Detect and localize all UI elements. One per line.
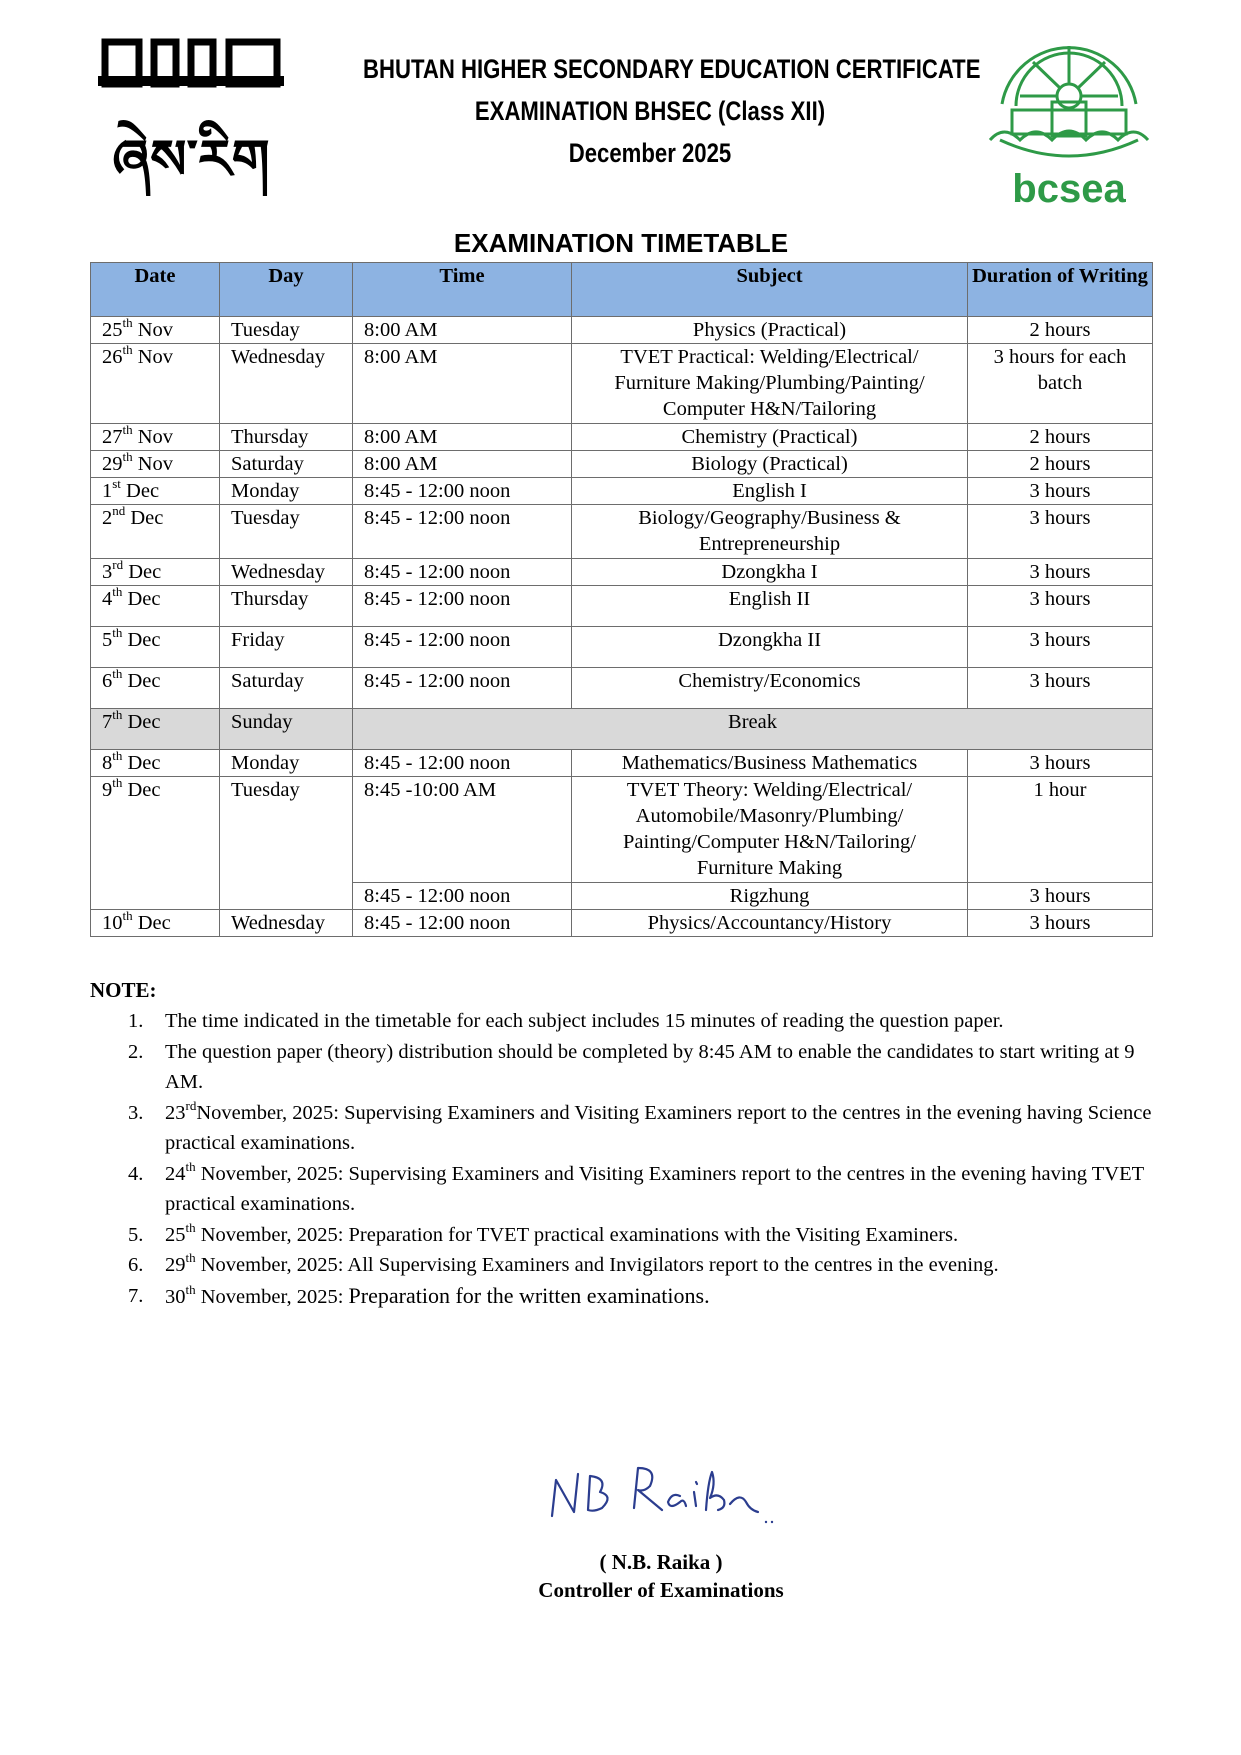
date-cell: 27th Nov <box>91 424 220 451</box>
list-item: 2. The question paper (theory) distribution should be completed by 8:45 AM to enable the candidates to start writing at 9 AM. <box>128 1040 1135 1093</box>
date-cell: 1st Dec <box>91 478 220 505</box>
time-cell: 8:45 - 12:00 noon <box>353 559 572 586</box>
date-cell: 10th Dec <box>91 910 220 937</box>
zhesrig-logo <box>98 36 284 196</box>
table-row <box>91 668 1153 709</box>
subject-cell: Dzongkha I <box>572 559 968 586</box>
time-cell: 8:00 AM <box>353 344 572 424</box>
time-cell: 8:45 - 12:00 noon <box>353 750 572 777</box>
day-cell: Saturday <box>220 451 353 478</box>
time-cell: 8:00 AM <box>353 451 572 478</box>
date-cell: 8th Dec <box>91 750 220 777</box>
list-item: 6. 29th November, 2025: All Supervising Examiners and Invigilators report to the centres in the evening. <box>128 1250 999 1276</box>
time-cell: 8:00 AM <box>353 317 572 344</box>
table-row <box>91 910 1153 937</box>
day-cell: Monday <box>220 478 353 505</box>
timetable-header-row <box>91 263 1153 317</box>
day-cell: Tuesday <box>220 505 353 559</box>
date-cell: 9th Dec <box>91 777 220 910</box>
table-row <box>91 777 1153 883</box>
duration-cell: 3 hours for each batch <box>968 344 1153 424</box>
handwritten-signature <box>540 1452 790 1532</box>
subject-cell: English II <box>572 586 968 627</box>
exam-header-title <box>363 48 981 174</box>
table-row <box>91 627 1153 668</box>
day-cell: Tuesday <box>220 317 353 344</box>
duration-cell: 3 hours <box>968 883 1153 910</box>
day-cell: Wednesday <box>220 344 353 424</box>
bcsea-logo <box>984 26 1154 206</box>
col-header-day: Day <box>220 263 353 317</box>
duration-cell: 2 hours <box>968 451 1153 478</box>
time-cell: 8:45 - 12:00 noon <box>353 586 572 627</box>
time-cell: 8:45 - 12:00 noon <box>353 627 572 668</box>
subject-cell: Chemistry/Economics <box>572 668 968 709</box>
list-item: 7. 30th November, 2025: Preparation for the written examinations. <box>128 1281 710 1308</box>
date-cell: 3rd Dec <box>91 559 220 586</box>
day-cell: Monday <box>220 750 353 777</box>
table-row <box>91 344 1153 424</box>
table-row <box>91 750 1153 777</box>
logo-left-script: ཞེས་རིག <box>112 128 270 191</box>
duration-cell: 3 hours <box>968 910 1153 937</box>
table-row <box>91 451 1153 478</box>
time-cell: 8:00 AM <box>353 424 572 451</box>
time-cell: 8:45 - 12:00 noon <box>353 910 572 937</box>
date-cell: 2nd Dec <box>91 505 220 559</box>
list-item: 1. The time indicated in the timetable for each subject includes 15 minutes of reading the question paper. <box>128 1010 1004 1032</box>
table-row <box>91 478 1153 505</box>
day-cell: Thursday <box>220 586 353 627</box>
subject-cell: Dzongkha II <box>572 627 968 668</box>
list-item: 5. 25th November, 2025: Preparation for TVET practical examinations with the Visiting Examiners. <box>128 1219 959 1246</box>
note-heading: NOTE: <box>90 978 157 1002</box>
subject-cell: Chemistry (Practical) <box>572 424 968 451</box>
table-row <box>91 586 1153 627</box>
duration-cell: 3 hours <box>968 478 1153 505</box>
col-header-time: Time <box>353 263 572 317</box>
duration-cell: 3 hours <box>968 505 1153 559</box>
subject-cell: TVET Theory: Welding/Electrical/ Automobile/Masonry/Plumbing/ Painting/Computer H&N/Tailoring/ Furniture Making <box>572 777 968 883</box>
header-title-line-2: EXAMINATION BHSEC (Class XII) <box>474 96 826 126</box>
header-title-line-3: December 2025 <box>568 138 732 168</box>
subject-cell: Rigzhung <box>572 883 968 910</box>
duration-cell: 3 hours <box>968 750 1153 777</box>
duration-cell: 2 hours <box>968 424 1153 451</box>
date-cell: 4th Dec <box>91 586 220 627</box>
col-header-subject: Subject <box>572 263 968 317</box>
date-cell: 7th Dec <box>91 709 220 750</box>
day-cell: Wednesday <box>220 910 353 937</box>
subject-cell: Biology (Practical) <box>572 451 968 478</box>
table-row <box>91 317 1153 344</box>
date-cell: 5th Dec <box>91 627 220 668</box>
header-title-line-1: BHUTAN HIGHER SECONDARY EDUCATION CERTIFICATE <box>363 54 981 84</box>
duration-cell: 3 hours <box>968 586 1153 627</box>
break-row <box>91 709 1153 750</box>
signatory-name: ( N.B. Raika ) <box>599 1550 723 1574</box>
list-item: 4. 24th November, 2025: Supervising Examiners and Visiting Examiners report to the centres in the evening having TVET practical examinations. <box>128 1158 1144 1215</box>
table-row <box>91 505 1153 559</box>
timetable-title: EXAMINATION TIMETABLE <box>453 228 789 258</box>
day-cell: Wednesday <box>220 559 353 586</box>
duration-cell: 2 hours <box>968 317 1153 344</box>
date-cell: 26th Nov <box>91 344 220 424</box>
time-cell: 8:45 -10:00 AM <box>353 777 572 883</box>
duration-cell: 3 hours <box>968 559 1153 586</box>
subject-cell: Physics/Accountancy/History <box>572 910 968 937</box>
list-item: 3. 23rdNovember, 2025: Supervising Examiners and Visiting Examiners report to the centres in the evening having Science practical examinations. <box>128 1097 1152 1154</box>
date-cell: 29th Nov <box>91 451 220 478</box>
time-cell: 8:45 - 12:00 noon <box>353 883 572 910</box>
col-header-duration: Duration of Writing <box>968 263 1153 317</box>
notes-list <box>128 1006 1152 1312</box>
col-header-date: Date <box>91 263 220 317</box>
day-cell: Tuesday <box>220 777 353 910</box>
date-cell: 25th Nov <box>91 317 220 344</box>
logo-right-wordmark: bcsea <box>1012 167 1126 206</box>
subject-cell: Biology/Geography/Business & Entrepreneurship <box>572 505 968 559</box>
signatory-block <box>460 1548 862 1604</box>
time-cell: 8:45 - 12:00 noon <box>353 668 572 709</box>
time-cell: 8:45 - 12:00 noon <box>353 478 572 505</box>
table-row <box>91 559 1153 586</box>
duration-cell: 3 hours <box>968 627 1153 668</box>
date-cell: 6th Dec <box>91 668 220 709</box>
day-cell: Saturday <box>220 668 353 709</box>
time-cell: 8:45 - 12:00 noon <box>353 505 572 559</box>
day-cell: Friday <box>220 627 353 668</box>
duration-cell: 3 hours <box>968 668 1153 709</box>
subject-cell: TVET Practical: Welding/Electrical/ Furniture Making/Plumbing/Painting/ Computer H&N/Tailoring <box>572 344 968 424</box>
day-cell: Thursday <box>220 424 353 451</box>
subject-cell: English I <box>572 478 968 505</box>
subject-cell: Physics (Practical) <box>572 317 968 344</box>
day-cell: Sunday <box>220 709 353 750</box>
break-cell: Break <box>353 709 1153 750</box>
exam-timetable <box>90 262 1153 937</box>
duration-cell: 1 hour <box>968 777 1153 883</box>
subject-cell: Mathematics/Business Mathematics <box>572 750 968 777</box>
signatory-designation: Controller of Examinations <box>538 1578 784 1602</box>
table-row <box>91 424 1153 451</box>
